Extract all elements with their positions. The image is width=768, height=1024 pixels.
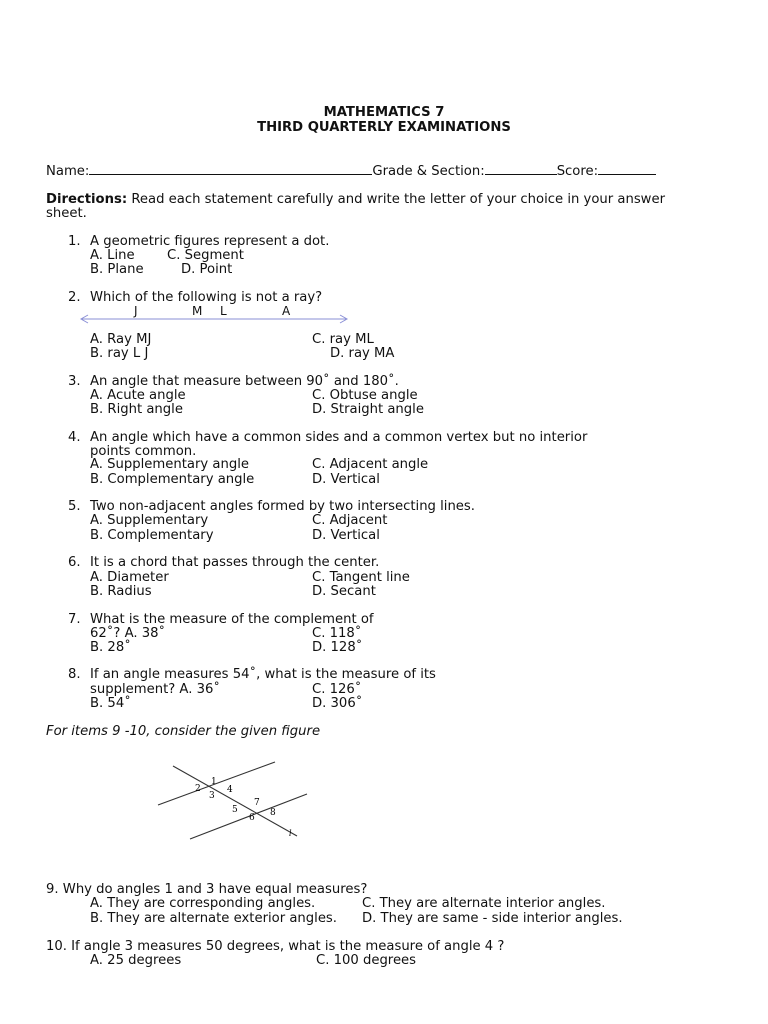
- choice-c: C. ray ML: [312, 332, 374, 347]
- question-number: 1.: [68, 234, 81, 249]
- angle-label-3: 3: [209, 791, 215, 801]
- choice-d: D. Secant: [312, 584, 376, 599]
- point-label-a: A: [282, 304, 291, 318]
- choice-a: A. Ray MJ: [90, 332, 152, 347]
- choice-c: C. Adjacent angle: [312, 457, 429, 472]
- q10-choice-c: C. 100 degrees: [316, 953, 417, 968]
- question-text: What is the measure of the complement of: [90, 612, 374, 627]
- q10-choice-a: A. 25 degrees: [90, 953, 182, 968]
- question-text: An angle that measure between 90˚ and 180˚.: [90, 374, 399, 389]
- exam-title: THIRD QUARTERLY EXAMINATIONS: [257, 120, 511, 135]
- choice-b: B. 28˚: [90, 640, 131, 655]
- choice-c: C. Obtuse angle: [312, 388, 418, 403]
- figure-instruction: For items 9 -10, consider the given figure: [46, 724, 321, 739]
- choice-a: supplement? A. 36˚: [90, 682, 220, 697]
- point-label-j: J: [134, 304, 138, 318]
- q9-choice-a: A. They are corresponding angles.: [90, 896, 316, 911]
- angle-label-8: 8: [270, 808, 276, 818]
- question-number: 8.: [68, 667, 81, 682]
- question-text: Two non-adjacent angles formed by two intersecting lines.: [90, 499, 475, 514]
- name-label: Name:: [46, 164, 90, 179]
- choice-a: A. Line: [90, 248, 135, 263]
- angle-label-4: 4: [227, 785, 233, 795]
- question-number: 5.: [68, 499, 81, 514]
- number-line-figure: [78, 314, 350, 324]
- score-label: Score:: [556, 164, 599, 179]
- directions-line-2: sheet.: [46, 206, 87, 221]
- choice-b: B. 54˚: [90, 696, 131, 711]
- choice-b: B. ray L J: [90, 346, 149, 361]
- grade-section-label: Grade & Section:: [372, 164, 485, 179]
- choice-b: B. Radius: [90, 584, 152, 599]
- parallel-lines-transversal-figure: [155, 760, 315, 840]
- name-blank[interactable]: [89, 162, 372, 175]
- choice-a: A. Acute angle: [90, 388, 186, 403]
- question-text: If an angle measures 54˚, what is the measure of its: [90, 667, 436, 682]
- directions-text-1: Read each statement carefully and write the letter of your choice in your answer: [127, 192, 666, 207]
- score-blank[interactable]: [598, 162, 656, 175]
- question-number: 2.: [68, 290, 81, 305]
- point-label-l: L: [220, 304, 227, 318]
- choice-d: D. Vertical: [312, 472, 380, 487]
- question-text: It is a chord that passes through the center.: [90, 555, 380, 570]
- choice-a: 62˚? A. 38˚: [90, 626, 166, 641]
- q9-choice-b: B. They are alternate exterior angles.: [90, 911, 337, 926]
- angle-label-5: 5: [232, 805, 238, 815]
- question-number: 3.: [68, 374, 81, 389]
- choice-d: D. 306˚: [312, 696, 363, 711]
- choice-b: B. Plane: [90, 262, 144, 277]
- choice-c: C. 126˚: [312, 682, 362, 697]
- question-10-text: 10. If angle 3 measures 50 degrees, what is the measure of angle 4 ?: [46, 939, 505, 954]
- angle-label-6: 6: [249, 813, 255, 823]
- choice-d: D. ray MA: [330, 346, 395, 361]
- angle-label-7: 7: [254, 798, 260, 808]
- q9-choice-c: C. They are alternate interior angles.: [362, 896, 606, 911]
- choice-c: C. Tangent line: [312, 570, 410, 585]
- choice-d: D. Vertical: [312, 528, 380, 543]
- q9-choice-d: D. They are same - side interior angles.: [362, 911, 623, 926]
- student-info-line: [46, 162, 656, 179]
- directions-line-1: [46, 192, 665, 207]
- question-9-text: 9. Why do angles 1 and 3 have equal measures?: [46, 882, 368, 897]
- directions-label: Directions:: [46, 192, 128, 207]
- question-number: 6.: [68, 555, 81, 570]
- exam-subject-title: MATHEMATICS 7: [323, 105, 445, 120]
- choice-a: A. Diameter: [90, 570, 169, 585]
- question-number: 4.: [68, 430, 81, 445]
- angle-label-1: 1: [211, 777, 217, 787]
- question-text: Which of the following is not a ray?: [90, 290, 323, 305]
- choice-b: B. Complementary angle: [90, 472, 255, 487]
- point-label-m: M: [192, 304, 203, 318]
- question-text: An angle which have a common sides and a common vertex but no interior: [90, 430, 588, 445]
- choice-c: C. 118˚: [312, 626, 362, 641]
- choice-b: B. Complementary: [90, 528, 214, 543]
- choice-c: C. Segment: [167, 248, 244, 263]
- line-label-l: l: [289, 829, 292, 838]
- choice-d: D. Point: [181, 262, 233, 277]
- question-text-cont: points common.: [90, 444, 197, 459]
- choice-a: A. Supplementary: [90, 513, 209, 528]
- choice-d: D. Straight angle: [312, 402, 424, 417]
- choice-c: C. Adjacent: [312, 513, 388, 528]
- grade-section-blank[interactable]: [485, 162, 557, 175]
- question-number: 7.: [68, 612, 81, 627]
- choice-b: B. Right angle: [90, 402, 183, 417]
- angle-label-2: 2: [195, 784, 201, 794]
- question-text: A geometric figures represent a dot.: [90, 234, 330, 249]
- choice-a: A. Supplementary angle: [90, 457, 249, 472]
- choice-d: D. 128˚: [312, 640, 363, 655]
